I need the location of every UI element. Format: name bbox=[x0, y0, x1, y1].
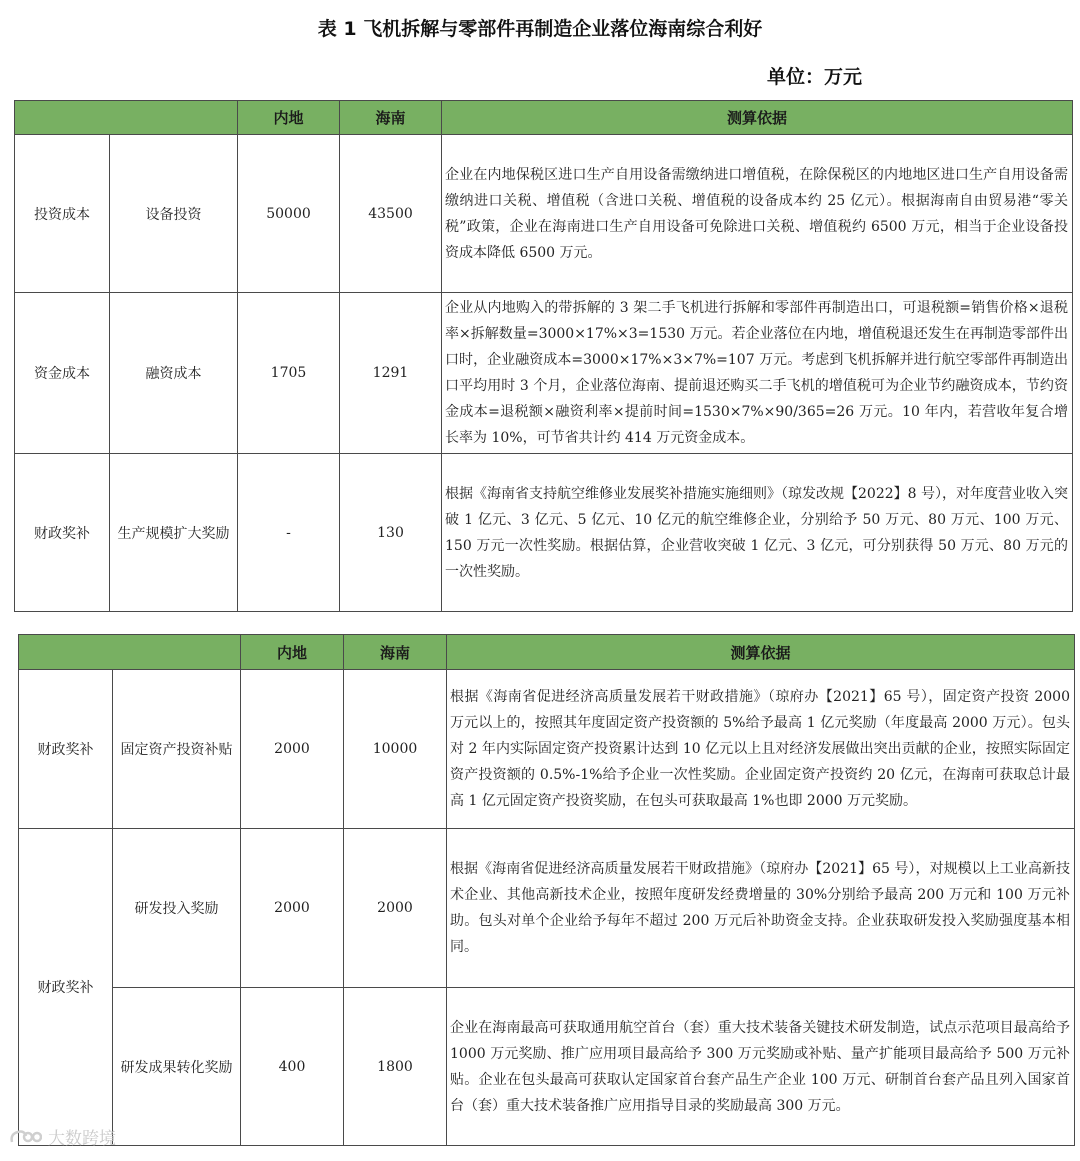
row-item: 设备投资 bbox=[110, 135, 238, 293]
row-basis: 企业在内地保税区进口生产自用设备需缴纳进口增值税，在除保税区的内地地区进口生产自用设备需缴纳进口关税、增值税（含进口关税、增值税的设备成本约 25 亿元）。根据海南自由贸易港“零关税”政策，企业在海南进口生产自用设备可免除进口关税、增值税约 6500 万元，相当于企业设备投资成本降低 6500 万元。 bbox=[442, 135, 1073, 293]
row-hainan-value: 1291 bbox=[340, 293, 442, 454]
row-mainland-value: - bbox=[238, 454, 340, 612]
row-category: 财政奖补 bbox=[19, 670, 113, 829]
row-category: 财政奖补 bbox=[19, 829, 113, 1146]
watermark bbox=[8, 1124, 116, 1149]
row-hainan-value: 10000 bbox=[344, 670, 447, 829]
row-category: 资金成本 bbox=[15, 293, 110, 454]
row-item: 研发投入奖励 bbox=[113, 829, 241, 988]
unit-label: 单位：万元 bbox=[767, 66, 863, 88]
table-header-row bbox=[19, 635, 1075, 670]
row-mainland-value: 400 bbox=[241, 988, 344, 1146]
row-hainan-value: 2000 bbox=[344, 829, 447, 988]
table-row bbox=[19, 670, 1075, 829]
row-basis: 根据《海南省促进经济高质量发展若干财政措施》（琼府办【2021】65 号），固定资产投资 2000 万元以上的，按照其年度固定资产投资额的 5%给予最高 1 亿元奖励（年度最高 2000 万元）。包头对 2 年内实际固定资产投资累计达到 10 亿元以上且对经济发展做出突出贡献的企业，按照实际固定资产投资额的 0.5%-1%给予企业一次性奖励。企业固定资产投资约 20 亿元，在海南可获取总计最高 1 亿元固定资产投资奖励，在包头可获取最高 1%也即 2000 万元奖励。 bbox=[447, 670, 1075, 829]
watermark-logo-icon bbox=[8, 1126, 42, 1148]
row-item: 研发成果转化奖励 bbox=[113, 988, 241, 1146]
comparison-table-2 bbox=[18, 634, 1075, 1146]
row-hainan-value: 1800 bbox=[344, 988, 447, 1146]
row-category: 投资成本 bbox=[15, 135, 110, 293]
header-hainan: 海南 bbox=[340, 101, 442, 135]
row-basis: 根据《海南省促进经济高质量发展若干财政措施》（琼府办【2021】65 号），对规模以上工业高新技术企业、其他高新技术企业，按照年度研发经费增量的 30%分别给予最高 200 万元和 100 万元补助。包头对单个企业给予每年不超过 200 万元后补助资金支持。企业获取研发投入奖励强度基本相同。 bbox=[447, 829, 1075, 988]
table-header-row bbox=[15, 101, 1073, 135]
row-mainland-value: 1705 bbox=[238, 293, 340, 454]
row-mainland-value: 2000 bbox=[241, 670, 344, 829]
header-mainland: 内地 bbox=[241, 635, 344, 670]
row-hainan-value: 130 bbox=[340, 454, 442, 612]
header-blank bbox=[19, 635, 241, 670]
header-hainan: 海南 bbox=[344, 635, 447, 670]
table-row bbox=[15, 454, 1073, 612]
row-hainan-value: 43500 bbox=[340, 135, 442, 293]
row-mainland-value: 50000 bbox=[238, 135, 340, 293]
row-mainland-value: 2000 bbox=[241, 829, 344, 988]
header-blank bbox=[15, 101, 238, 135]
table-row bbox=[15, 293, 1073, 454]
table-row bbox=[19, 988, 1075, 1146]
row-basis: 根据《海南省支持航空维修业发展奖补措施实施细则》（琼发改规【2022】8 号），对年度营业收入突破 1 亿元、3 亿元、5 亿元、10 亿元的航空维修企业，分别给予 50 万元、80 万元、100 万元、150 万元一次性奖励。根据估算，企业营收突破 1 亿元、3 亿元，可分别获得 50 万元、80 万元的一次性奖励。 bbox=[442, 454, 1073, 612]
watermark-text: 大数跨境 bbox=[48, 1129, 116, 1149]
row-item: 生产规模扩大奖励 bbox=[110, 454, 238, 612]
row-item: 融资成本 bbox=[110, 293, 238, 454]
row-item: 固定资产投资补贴 bbox=[113, 670, 241, 829]
header-basis: 测算依据 bbox=[447, 635, 1075, 670]
table-row bbox=[19, 829, 1075, 988]
row-basis: 企业在海南最高可获取通用航空首台（套）重大技术装备关键技术研发制造，试点示范项目最高给予 1000 万元奖励、推广应用项目最高给予 300 万元奖励或补贴、量产扩能项目最高给予 500 万元补贴。企业在包头最高可获取认定国家首台套产品生产企业 100 万元、研制首台套产品且列入国家首台（套）重大技术装备推广应用指导目录的奖励最高 300 万元。 bbox=[447, 988, 1075, 1146]
comparison-table-1 bbox=[14, 100, 1073, 612]
header-basis: 测算依据 bbox=[442, 101, 1073, 135]
row-category: 财政奖补 bbox=[15, 454, 110, 612]
row-basis: 企业从内地购入的带拆解的 3 架二手飞机进行拆解和零部件再制造出口，可退税额=销售价格×退税率×拆解数量=3000×17%×3=1530 万元。若企业落位在内地，增值税退还发生在再制造零部件出口时，企业融资成本=3000×17%×3×7%=107 万元。考虑到飞机拆解并进行航空零部件再制造出口平均用时 3 个月，企业落位海南、提前退还购买二手飞机的增值税可为企业节约融资成本，节约资金成本=退税额×融资利率×提前时间=1530×7%×90/365=26 万元。10 年内，若营收年复合增长率为 10%，可节省共计约 414 万元资金成本。 bbox=[442, 293, 1073, 454]
table-title: 表 1 飞机拆解与零部件再制造企业落位海南综合利好 bbox=[317, 18, 763, 40]
header-mainland: 内地 bbox=[238, 101, 340, 135]
table-row bbox=[15, 135, 1073, 293]
